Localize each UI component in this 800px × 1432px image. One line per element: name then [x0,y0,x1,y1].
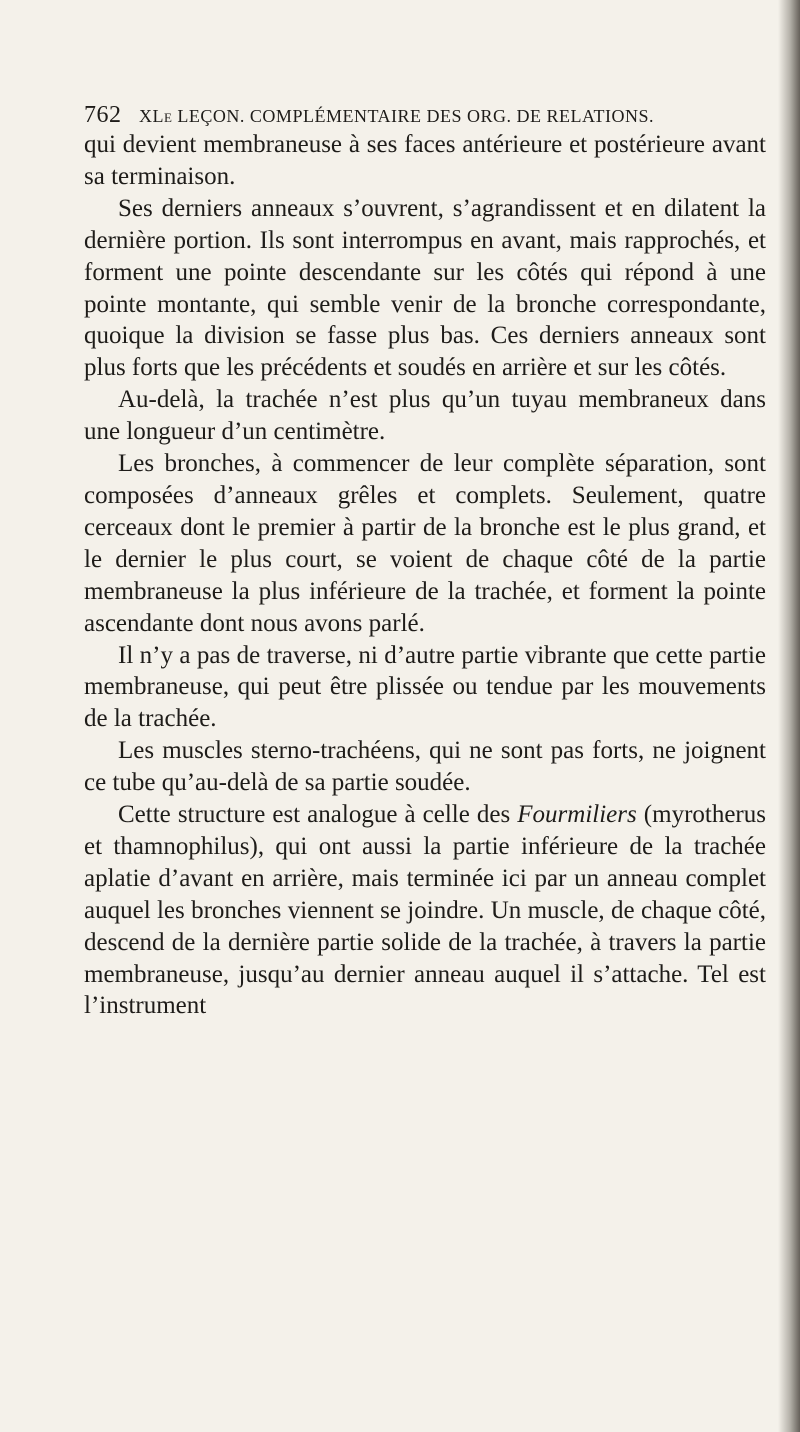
paragraph: Au-delà, la trachée n’est plus qu’un tuyau membraneux dans une longueur d’un centimètre. [84,386,766,446]
running-title: XLe LEÇON. COMPLÉMENTAIRE DES ORG. DE RELATIONS. [139,106,654,126]
paragraph: Les muscles sterno-trachéens, qui ne sont pas forts, ne joignent ce tube qu’au-delà de sa partie soudée. [84,737,766,797]
paragraph: Les bronches, à commencer de leur complète séparation, sont composées d’anneaux grêles et complets. Seulement, quatre cerceaux dont le premier à partir de la bronche est le plus grand, et le dernier le plus court, se voient de chaque côté de la partie membraneuse la plus inférieure de la trachée, et forment la pointe ascendante dont nous avons parlé. [84,450,766,637]
paragraph-text-before: Cette structure est analogue à celle des [118,801,518,829]
binding-shadow [778,0,800,1432]
paragraph-text-after: (myrotherus et thamnophilus), qui ont aussi la partie inférieure de la trachée aplatie d’avant en arrière, mais terminée ici par un anneau complet auquel les bronches viennent se joindre. Un muscle, de chaque côté, descend de la dernière partie solide de la trachée, à travers la partie membraneuse, jusqu’au dernier anneau auquel il s’attache. Tel est l’instrument [84,801,766,1020]
italic-term: Fourmiliers [517,801,637,829]
paragraph: Il n’y a pas de traverse, ni d’autre partie vibrante que cette partie membraneuse, qui peut être plissée ou tendue par les mouvements de la trachée. [84,641,766,733]
paragraph [84,799,766,1022]
paragraph-continued: qui devient membraneuse à ses faces antérieure et postérieure avant sa terminaison. [84,131,766,190]
page-header [84,102,764,130]
page-number: 762 [84,102,122,128]
paragraph: Ses derniers anneaux s’ouvrent, s’agrandissent et en dilatent la dernière portion. Ils sont interrompus en avant, mais rapprochés, et forment une pointe descendante sur les côtés qui répond à une pointe montante, qui semble venir de la bronche correspondante, quoique la division se fasse plus bas. Ces derniers anneaux sont plus forts que les précédents et soudés en arrière et sur les côtés. [84,194,766,382]
body-text [84,129,766,1022]
